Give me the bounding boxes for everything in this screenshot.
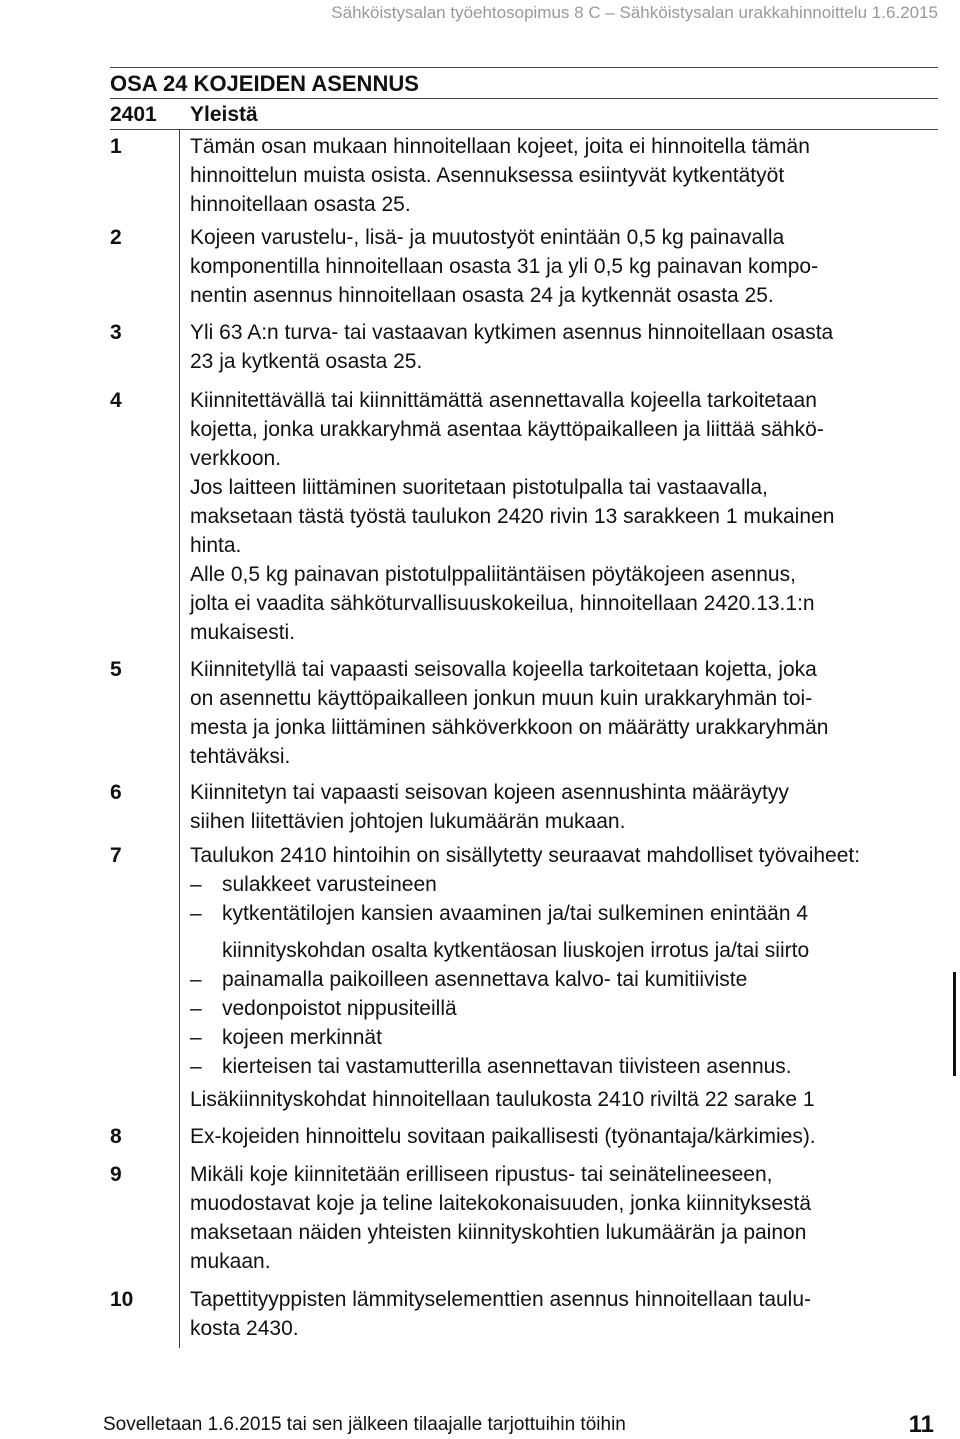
- paragraph-number: 4: [110, 389, 122, 412]
- paragraph-1: [0, 132, 960, 219]
- text-line: verkkoon.: [190, 447, 282, 470]
- part-title: OSA 24 KOJEIDEN ASENNUS: [110, 71, 419, 96]
- list-item: – painamalla paikoilleen asennettava kalvo- tai kumitiiviste: [190, 968, 748, 991]
- text-line: Tämän osan mukaan hinnoitellaan kojeet, joita ei hinnoitella tämän: [190, 135, 810, 158]
- text-line: muodostavat koje ja teline laitekokonaisuuden, jonka kiinnityksestä: [190, 1192, 812, 1215]
- section-rule: [110, 129, 938, 130]
- paragraph-text: [190, 223, 912, 310]
- text-line: Kojeen varustelu-, lisä- ja muutostyöt enintään 0,5 kg painavalla: [190, 226, 785, 249]
- text-line: hinta.: [190, 534, 242, 557]
- paragraph-number: 6: [110, 781, 122, 804]
- top-rule: [110, 67, 938, 68]
- paragraph-number: 10: [110, 1288, 134, 1311]
- text-line: Alle 0,5 kg painavan pistotulppaliitäntäisen pöytäkojeen asennus,: [190, 563, 796, 586]
- list-item: – vedonpoistot nippusiteillä: [190, 997, 457, 1020]
- paragraph-number: 8: [110, 1125, 122, 1148]
- text-line: tehtäväksi.: [190, 745, 291, 768]
- text-line: mukaisesti.: [190, 621, 296, 644]
- paragraph-text: [190, 1160, 912, 1276]
- text-line: mesta ja jonka liittäminen sähköverkkoon on määrätty urakkaryhmän: [190, 716, 829, 739]
- text-line: Mikäli koje kiinnitetään erilliseen ripustus- tai seinätelineeseen,: [190, 1163, 773, 1186]
- text-line: Jos laitteen liittäminen suoritetaan pistotulpalla tai vastaavalla,: [190, 476, 768, 499]
- paragraph-5: [0, 655, 960, 771]
- paragraph-number: 5: [110, 658, 122, 681]
- paragraph-number: 7: [110, 844, 122, 867]
- paragraph-number: 2: [110, 226, 122, 249]
- list-item: – kojeen merkinnät: [190, 1026, 382, 1049]
- paragraph-3: [0, 318, 960, 376]
- running-header: Sähköistysalan työehtosopimus 8 C – Sähköistysalan urakkahinnoittelu 1.6.2015: [331, 3, 938, 22]
- paragraph-4: [0, 386, 960, 647]
- text-line: hinnoittelun muista osista. Asennuksessa esiintyvät kytkentätyöt: [190, 164, 785, 187]
- paragraph-number: 9: [110, 1163, 122, 1186]
- text-line: jolta ei vaadita sähköturvallisuuskokeilua, hinnoitellaan 2420.13.1:n: [190, 592, 815, 615]
- section-number: 2401: [110, 103, 157, 126]
- title-rule: [110, 98, 938, 99]
- text-line: kosta 2430.: [190, 1317, 299, 1340]
- paragraph-text: [190, 841, 912, 1114]
- text-line: maksetaan tästä työstä taulukon 2420 rivin 13 sarakkeen 1 mukainen: [190, 505, 835, 528]
- text-line: Yli 63 A:n turva- tai vastaavan kytkimen asennus hinnoitellaan osasta: [190, 321, 834, 344]
- text-line: Kiinnitetyllä tai vapaasti seisovalla kojeella tarkoitetaan kojetta, joka: [190, 658, 817, 681]
- intro-line: Taulukon 2410 hintoihin on sisällytetty seuraavat mahdolliset työvaiheet:: [190, 844, 861, 867]
- text-line: kojetta, jonka urakkaryhmä asentaa käyttöpaikalleen ja liittää sähkö-: [190, 418, 824, 441]
- text-line: on asennettu käyttöpaikalleen jonkun muun kuin urakkaryhmän toi-: [190, 687, 813, 710]
- paragraph-text: [190, 778, 912, 836]
- paragraph-text: [190, 318, 912, 376]
- paragraph-number: 3: [110, 321, 122, 344]
- section-title: Yleistä: [190, 103, 258, 126]
- list-item-continuation: kiinnityskohdan osalta kytkentäosan liuskojen irrotus ja/tai siirto: [222, 939, 810, 962]
- text-line: Kiinnitettävällä tai kiinnittämättä asennettavalla kojeella tarkoitetaan: [190, 389, 817, 412]
- paragraph-8: [0, 1122, 960, 1151]
- text-line: 23 ja kytkentä osasta 25.: [190, 350, 423, 373]
- paragraph-2: [0, 223, 960, 310]
- text-line: Kiinnitetyn tai vapaasti seisovan kojeen asennushinta määräytyy: [190, 781, 789, 804]
- footer-text: Sovelletaan 1.6.2015 tai sen jälkeen tilaajalle tarjottuihin töihin: [103, 1414, 626, 1435]
- paragraph-7: [0, 841, 960, 1114]
- paragraph-text: [190, 1122, 912, 1151]
- paragraph-text: [190, 1285, 912, 1343]
- list-item: – kierteisen tai vastamutterilla asennettavan tiivisteen asennus.: [190, 1055, 792, 1078]
- paragraph-text: [190, 132, 912, 219]
- list-item: – kytkentätilojen kansien avaaminen ja/tai sulkeminen enintään 4: [190, 902, 809, 925]
- paragraph-text: [190, 386, 912, 647]
- list-item: – sulakkeet varusteineen: [190, 873, 437, 896]
- paragraph-9: [0, 1160, 960, 1276]
- text-line: maksetaan näiden yhteisten kiinnityskohtien lukumäärän ja painon: [190, 1221, 807, 1244]
- text-line: komponentilla hinnoitellaan osasta 31 ja yli 0,5 kg painavan kompo-: [190, 255, 819, 278]
- text-line: nentin asennus hinnoitellaan osasta 24 ja kytkennät osasta 25.: [190, 284, 774, 307]
- task-list: [190, 870, 912, 1081]
- text-line: Tapettityyppisten lämmityselementtien asennus hinnoitellaan taulu-: [190, 1288, 812, 1311]
- text-line: hinnoitellaan osasta 25.: [190, 193, 411, 216]
- paragraph-10: [0, 1285, 960, 1343]
- paragraph-text: [190, 655, 912, 771]
- text-line: mukaan.: [190, 1250, 271, 1273]
- text-line: Ex-kojeiden hinnoittelu sovitaan paikallisesti (työnantaja/kärkimies).: [190, 1125, 816, 1148]
- paragraph-number: 1: [110, 135, 122, 158]
- paragraph-6: [0, 778, 960, 836]
- page-number: 11: [908, 1411, 934, 1438]
- text-line: siihen liitettävien johtojen lukumäärän mukaan.: [190, 810, 626, 833]
- outro-line: Lisäkiinnityskohdat hinnoitellaan taulukosta 2410 riviltä 22 sarake 1: [190, 1088, 815, 1111]
